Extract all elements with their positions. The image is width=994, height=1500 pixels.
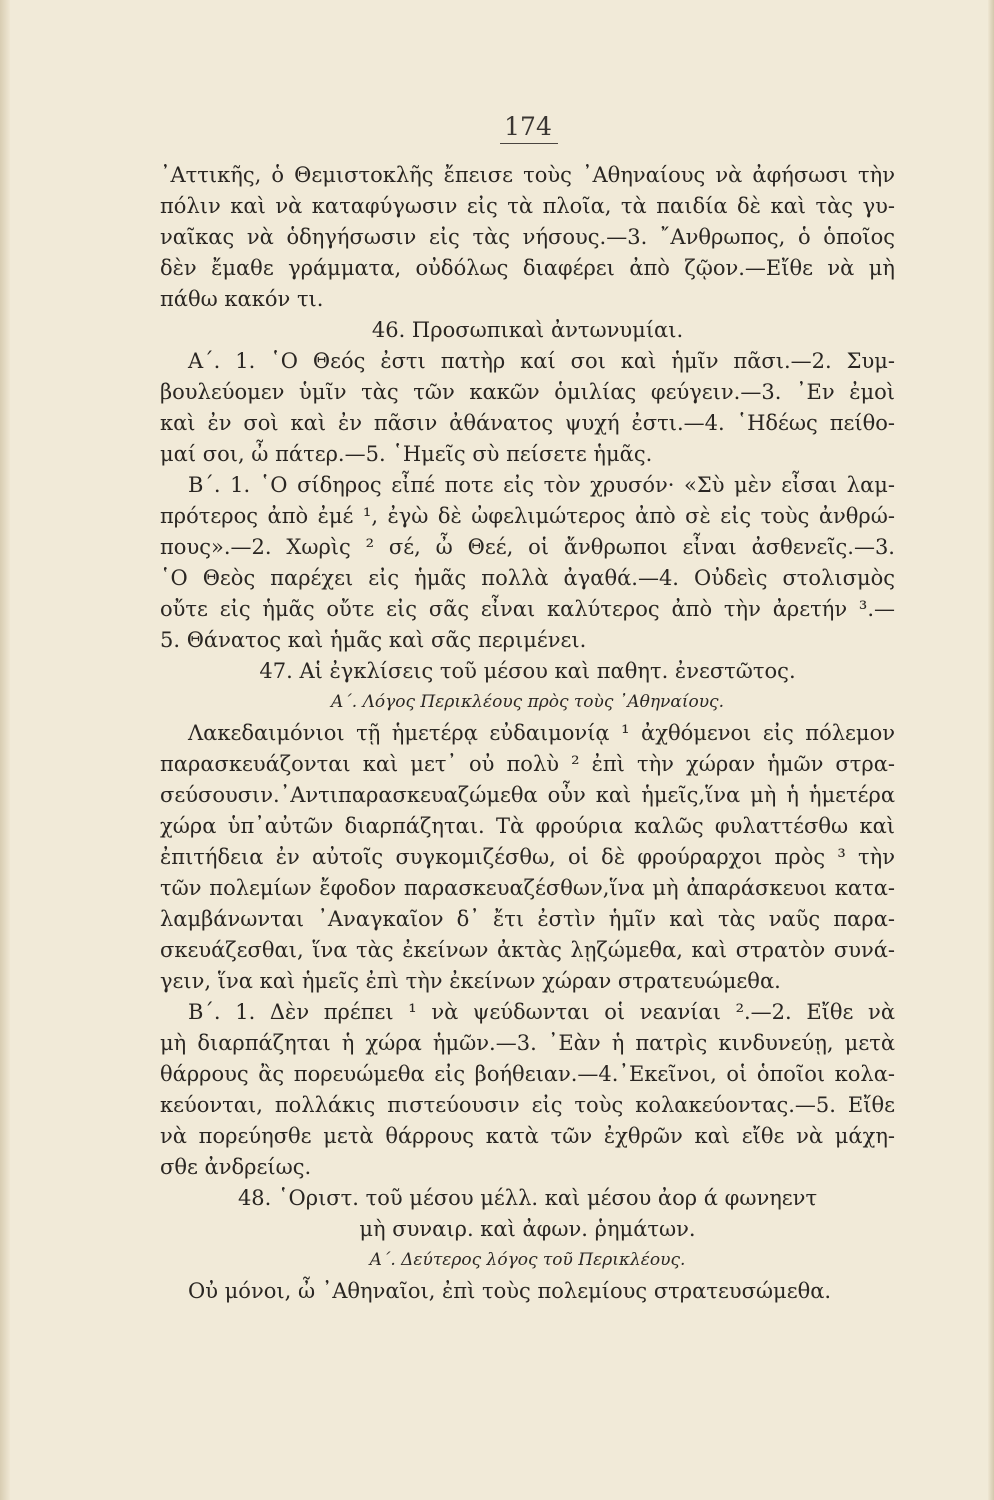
text-line: σεύσουσιν.᾿Αντιπαρασκευαζώμεθα οὖν καὶ ἡμεῖς,ἵνα μὴ ἡ ἡμετέρα xyxy=(160,783,895,807)
text-line: Οὐ μόνοι, ὦ ᾿Αθηναῖοι, ἐπὶ τοὺς πολεμίους στρατευσώμεθα. xyxy=(188,1279,832,1303)
text-line: Β΄. 1. ῾Ο σίδηρος εἶπέ ποτε εἰς τὸν χρυσόν· «Σὺ μὲν εἶσαι λαμ- xyxy=(188,473,895,497)
text-line: πους».—2. Χωρὶς ² σέ, ὦ Θεέ, οἱ ἄνθρωποι εἶναι ἀσθενεῖς.—3. xyxy=(160,535,895,559)
text-line: οὔτε εἰς ἡμᾶς οὔτε εἰς σᾶς εἶναι καλύτερος ἀπὸ τὴν ἀρετήν ³.— xyxy=(160,597,895,621)
text-line: ναῖκας νὰ ὁδηγήσωσιν εἰς τὰς νήσους.—3. ῎Ανθρωπος, ὁ ὁποῖος xyxy=(160,225,895,249)
text-line: δὲν ἔμαθε γράμματα, οὐδόλως διαφέρει ἀπὸ ζῷον.—Εἴθε νὰ μὴ xyxy=(160,256,895,280)
text-line: ᾿Αττικῆς, ὁ Θεμιστοκλῆς ἔπεισε τοὺς ᾿Αθηναίους νὰ ἀφήσωσι τὴν xyxy=(160,163,895,187)
text-line: Α΄. 1. ῾Ο Θεός ἐστι πατὴρ καί σοι καὶ ἡμῖν πᾶσι.—2. Συμ- xyxy=(188,349,895,373)
text-line: χώρα ὑπ᾿αὐτῶν διαρπάζηται. Τὰ φρούρια καλῶς φυλαττέσθω καὶ xyxy=(160,814,895,838)
text-line: βουλεύομεν ὑμῖν τὰς τῶν κακῶν ὁμιλίας φεύγειν.—3. ᾿Εν ἐμοὶ xyxy=(160,380,895,404)
page-binding-edge xyxy=(0,0,10,1500)
text-line: μαί σοι, ὦ πάτερ.—5. ῾Ημεῖς σὺ πείσετε ἡμᾶς. xyxy=(160,442,653,466)
text-line: Α΄. Λόγος Περικλέους πρὸς τοὺς ᾿Αθηναίους. xyxy=(331,692,724,712)
text-line: τῶν πολεμίων ἔφοδον παρασκευαζέσθων,ἵνα μὴ ἀπαράσκευοι κατα- xyxy=(160,876,895,900)
text-line: γειν, ἵνα καὶ ἡμεῖς ἐπὶ τὴν ἐκείνων χώραν στρατευώμεθα. xyxy=(160,969,781,993)
text-line: λαμβάνωνται ᾿Αναγκαῖον δ᾿ ἔτι ἐστὶν ἡμῖν καὶ τὰς ναῦς παρα- xyxy=(160,907,895,931)
page-number: 174 xyxy=(504,112,552,141)
text-line: 48. ῾Οριστ. τοῦ μέσου μέλλ. καὶ μέσου ἀορ ά φωνηεντ xyxy=(237,1186,818,1210)
text-line: θάρρους ἂς πορευώμεθα εἰς βοήθειαν.—4.᾿Εκεῖνοι, οἱ ὁποῖοι κολα- xyxy=(160,1062,895,1086)
text-line: νὰ πορεύησθε μετὰ θάρρους κατὰ τῶν ἐχθρῶν καὶ εἴθε νὰ μάχη- xyxy=(160,1124,895,1148)
page-right-edge xyxy=(988,0,994,1500)
text-line: παρασκευάζονται καὶ μετ᾿ οὐ πολὺ ² ἐπὶ τὴν χώραν ἡμῶν στρα- xyxy=(160,752,895,776)
text-line: ἐπιτήδεια ἐν αὐτοῖς συγκομιζέσθω, οἱ δὲ φρούραρχοι πρὸς ³ τὴν xyxy=(160,845,895,869)
text-line: κεύονται, πολλάκις πιστεύουσιν εἰς τοὺς κολακεύοντας.—5. Εἴθε xyxy=(160,1093,895,1117)
text-line: μὴ διαρπάζηται ἡ χώρα ἡμῶν.—3. ᾿Εὰν ἡ πατρὶς κινδυνεύῃ, μετὰ xyxy=(160,1031,895,1055)
text-line: Λακεδαιμόνιοι τῇ ἡμετέρᾳ εὐδαιμονίᾳ ¹ ἀχθόμενοι εἰς πόλεμον xyxy=(188,721,895,745)
text-line: πόλιν καὶ νὰ καταφύγωσιν εἰς τὰ πλοῖα, τὰ παιδία δὲ καὶ τὰς γυ- xyxy=(160,194,895,218)
text-line: μὴ συναιρ. καὶ ἀφων. ῥημάτων. xyxy=(359,1217,696,1241)
text-line: Β΄. 1. Δὲν πρέπει ¹ νὰ ψεύδωνται οἱ νεανίαι ².—2. Εἴθε νὰ xyxy=(188,1000,895,1024)
text-line: πάθω κακόν τι. xyxy=(160,287,324,311)
text-line: σθε ἀνδρείως. xyxy=(160,1155,312,1179)
text-line: 46. Προσωπικαὶ ἀντωνυμίαι. xyxy=(371,318,684,342)
page-text xyxy=(160,160,895,1307)
text-line: 47. Αἱ ἐγκλίσεις τοῦ μέσου καὶ παθητ. ἐνεστῶτος. xyxy=(259,659,796,683)
text-line: Α΄. Δεύτερος λόγος τοῦ Περικλέους. xyxy=(369,1250,686,1270)
page-number-rule xyxy=(500,143,558,144)
text-line: πρότερος ἀπὸ ἐμέ ¹, ἐγὼ δὲ ὠφελιμώτερος ἀπὸ σὲ εἰς τοὺς ἀνθρώ- xyxy=(160,504,895,528)
text-line: ῾Ο Θεὸς παρέχει εἰς ἡμᾶς πολλὰ ἀγαθά.—4. Οὐδεὶς στολισμὸς xyxy=(160,566,895,590)
text-line: σκευάζεσθαι, ἵνα τὰς ἐκείνων ἀκτὰς λῃζώμεθα, καὶ στρατὸν συνά- xyxy=(160,938,895,962)
text-line: 5. Θάνατος καὶ ἡμᾶς καὶ σᾶς περιμένει. xyxy=(160,628,587,652)
text-line: καὶ ἐν σοὶ καὶ ἐν πᾶσιν ἀθάνατος ψυχή ἐστι.—4. ῾Ηδέως πείθο- xyxy=(160,411,895,435)
